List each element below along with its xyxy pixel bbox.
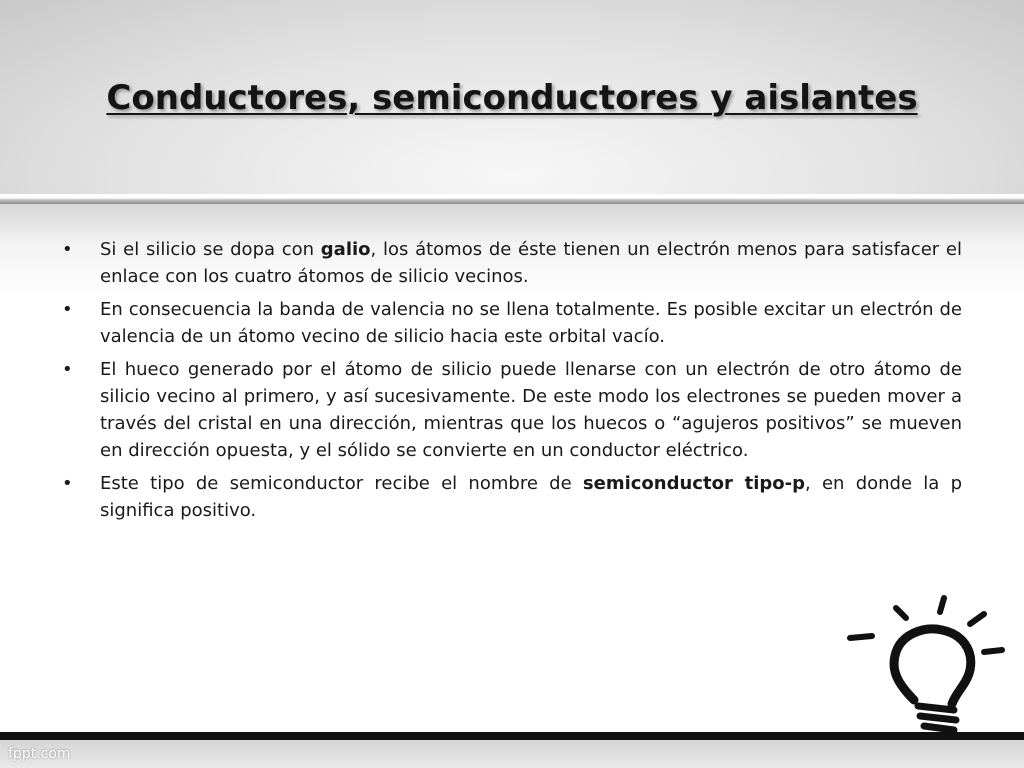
bullet-item — [62, 296, 962, 350]
bullet-text-part: , los átomos de éste tienen un electrón menos para satisfacer el enlace con los cuatro átomos de silicio vecinos. — [100, 239, 962, 287]
bullet-text-bold: semiconductor tipo-p — [582, 473, 805, 494]
lightbulb-icon — [846, 592, 1016, 742]
footer — [0, 740, 1024, 768]
bullet-text-part: Este tipo de semiconductor recibe el nombre de — [100, 473, 583, 494]
bullet-item — [62, 356, 962, 464]
footer-bar — [0, 732, 1024, 740]
bullet-dot: • — [62, 359, 73, 380]
bullet-dot: • — [62, 299, 73, 320]
bullet-text-part: Si el silicio se dopa con — [100, 239, 321, 260]
title-separator — [0, 194, 1024, 204]
bullet-dot: • — [62, 473, 73, 494]
bullet-item — [62, 236, 962, 290]
bullet-item — [62, 470, 962, 524]
bullet-text-part: En consecuencia la banda de valencia no se llena totalmente. Es posible excitar un electrón de valencia de un átomo vecino de silicio hacia este orbital vacío. — [100, 299, 962, 347]
bullet-list — [62, 236, 962, 530]
bullet-text-bold: galio — [320, 239, 371, 260]
bullet-text-part: El hueco generado por el átomo de silicio puede llenarse con un electrón de otro átomo de silicio vecino al primero, y así sucesivamente. De este modo los electrones se pueden mover a través del cristal en una dirección, mientras que los huecos o “agujeros positivos” se mueven en dirección opuesta, y el sólido se convierte en un conductor eléctrico. — [100, 359, 962, 461]
slide-title: Conductores, semiconductores y aislantes — [106, 78, 918, 118]
bullet-text-part: , en donde la p significa positivo. — [100, 473, 963, 521]
footer-brand: fppt.com — [8, 746, 71, 762]
bullet-dot: • — [62, 239, 73, 260]
